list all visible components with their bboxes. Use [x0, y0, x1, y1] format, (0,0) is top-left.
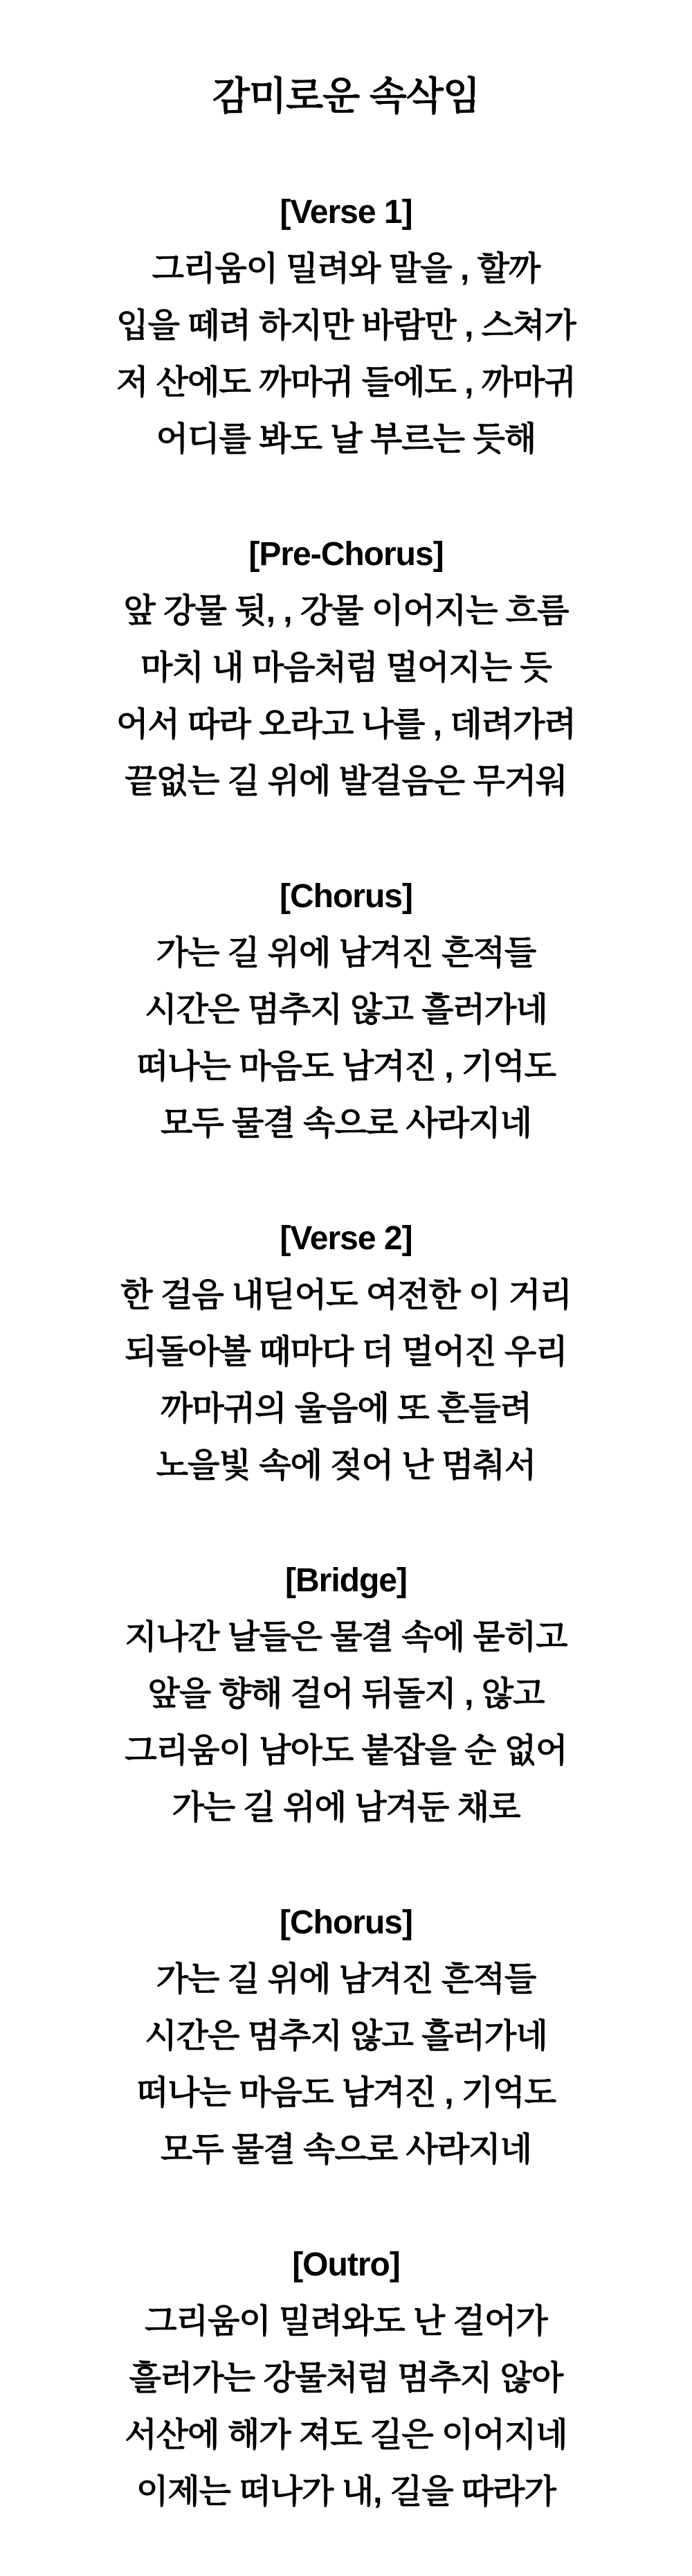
lyric-line: 가는 길 위에 남겨둔 채로 [172, 1789, 520, 1826]
section-label: [Pre-Chorus] [248, 536, 444, 573]
lyric-line: 되돌아볼 때마다 더 멀어진 우리 [125, 1334, 567, 1370]
lyric-line: 저 산에도 까마귀 들에도 , 까마귀 [116, 364, 576, 401]
lyric-line: 끝없는 길 위에 발걸음은 무거워 [125, 763, 567, 800]
lyric-line: 시간은 멈추지 않고 흘러가네 [145, 992, 547, 1028]
lyric-line: 그리움이 남아도 붙잡을 순 없어 [125, 1733, 567, 1769]
lyrics-section [0, 184, 692, 468]
lyrics-section [0, 526, 692, 810]
lyric-line: 어서 따라 오라고 나를 , 데려가려 [116, 706, 576, 743]
lyric-line: 앞 강물 뒷, , 강물 이어지는 흐름 [123, 593, 569, 629]
lyric-line: 마치 내 마음처럼 멀어지는 듯 [140, 650, 552, 686]
lyric-line: 한 걸음 내딛어도 여전한 이 거리 [120, 1277, 572, 1314]
lyric-line: 모두 물결 속으로 사라지네 [160, 1105, 532, 1142]
lyrics-section [0, 868, 692, 1152]
section-label: [Verse 2] [280, 1220, 412, 1257]
lyrics-section [0, 2237, 692, 2521]
section-label: [Verse 1] [280, 194, 412, 231]
lyric-line: 노을빛 속에 젖어 난 멈춰서 [156, 1447, 536, 1484]
lyric-line: 떠나는 마음도 남겨진 , 기억도 [136, 2075, 556, 2111]
section-label: [Chorus] [280, 878, 412, 915]
lyric-line: 가는 길 위에 남겨진 흔적들 [156, 935, 536, 972]
lyrics-section [0, 1895, 692, 2179]
lyric-line: 흘러가는 강물처럼 멈추지 않아 [129, 2360, 563, 2397]
lyric-line: 까마귀의 울음에 또 흔들려 [160, 1390, 532, 1427]
lyric-line: 그리움이 밀려와도 난 걸어가 [145, 2303, 547, 2340]
lyric-line: 입을 떼려 하지만 바람만 , 스쳐가 [116, 307, 576, 344]
section-label: [Chorus] [280, 1904, 412, 1941]
lyric-line: 시간은 멈추지 않고 흘러가네 [145, 2018, 547, 2055]
lyric-line: 이제는 떠나가 내, 길을 따라가 [136, 2474, 556, 2510]
lyrics-section [0, 1210, 692, 1494]
lyric-line: 앞을 향해 걸어 뒤돌지 , 않고 [147, 1676, 545, 1712]
lyric-line: 어디를 봐도 날 부르는 듯해 [156, 421, 536, 458]
section-label: [Outro] [292, 2246, 400, 2283]
lyrics-section [0, 1553, 692, 1836]
lyric-line: 떠나는 마음도 남겨진 , 기억도 [136, 1048, 556, 1085]
lyric-line: 모두 물결 속으로 사라지네 [160, 2131, 532, 2168]
lyric-line: 지나간 날들은 물결 속에 묻히고 [125, 1619, 567, 1656]
lyric-line: 가는 길 위에 남겨진 흔적들 [156, 1961, 536, 1998]
lyrics-sections [0, 184, 692, 2521]
song-title: 감미로운 속삭임 [212, 74, 480, 118]
lyric-line: 그리움이 밀려와 말을 , 할까 [152, 251, 540, 287]
lyric-line: 서산에 해가 져도 길은 이어지네 [125, 2417, 567, 2453]
section-label: [Bridge] [285, 1562, 407, 1599]
